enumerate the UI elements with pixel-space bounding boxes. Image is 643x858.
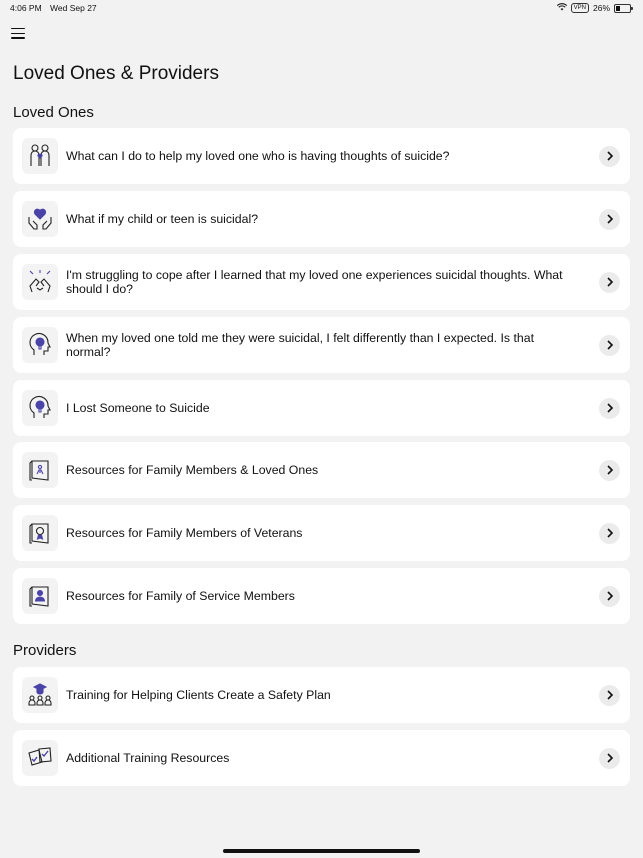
training-group-icon — [22, 677, 58, 713]
list-item[interactable] — [13, 442, 630, 498]
chevron-right-icon[interactable] — [599, 398, 620, 419]
list-item[interactable] — [13, 191, 630, 247]
section-title-loved-ones: Loved Ones — [13, 104, 94, 121]
struggle-hands-icon — [22, 264, 58, 300]
chevron-right-icon[interactable] — [599, 685, 620, 706]
list-item[interactable] — [13, 730, 630, 786]
chevron-right-icon[interactable] — [599, 335, 620, 356]
wifi-icon — [557, 3, 567, 13]
list-item-label: Training for Helping Clients Create a Safety Plan — [66, 687, 331, 702]
hands-heart-icon — [22, 201, 58, 237]
list-item[interactable] — [13, 667, 630, 723]
list-item[interactable] — [13, 380, 630, 436]
chevron-right-icon[interactable] — [599, 272, 620, 293]
list-item-label: Resources for Family Members of Veterans — [66, 525, 303, 540]
list-item[interactable] — [13, 254, 630, 310]
chevron-right-icon[interactable] — [599, 460, 620, 481]
chevron-right-icon[interactable] — [599, 209, 620, 230]
section-title-providers: Providers — [13, 642, 77, 659]
list-item[interactable] — [13, 317, 630, 373]
vpn-badge: VPN — [571, 3, 589, 13]
checklist-cards-icon — [22, 740, 58, 776]
list-item[interactable] — [13, 568, 630, 624]
page-title: Loved Ones & Providers — [13, 63, 219, 84]
veteran-book-icon — [22, 515, 58, 551]
service-book-icon — [22, 578, 58, 614]
chevron-right-icon[interactable] — [599, 523, 620, 544]
status-bar — [0, 0, 643, 16]
family-book-icon — [22, 452, 58, 488]
list-item-label: I Lost Someone to Suicide — [66, 400, 210, 415]
list-item-label: What if my child or teen is suicidal? — [66, 211, 259, 226]
head-lightbulb-icon — [22, 327, 58, 363]
list-item-label: When my loved one told me they were suicidal, I felt differently than I expected. Is that normal? — [66, 330, 534, 359]
list-item[interactable] — [13, 128, 630, 184]
status-time: 4:06 PM — [10, 3, 42, 13]
battery-icon — [614, 4, 631, 13]
list-item-label: Resources for Family of Service Members — [66, 588, 295, 603]
list-item-label: What can I do to help my loved one who is having thoughts of suicide? — [66, 148, 450, 163]
status-date: Wed Sep 27 — [50, 3, 97, 13]
head-lightbulb-icon — [22, 390, 58, 426]
chevron-right-icon[interactable] — [599, 586, 620, 607]
chevron-right-icon[interactable] — [599, 146, 620, 167]
list-item-label: I'm struggling to cope after I learned that my loved one experiences suicidal thoughts. What should I do? — [66, 267, 563, 296]
list-item-label: Additional Training Resources — [66, 750, 230, 765]
menu-icon[interactable] — [11, 28, 25, 39]
list-item[interactable] — [13, 505, 630, 561]
battery-percent: 26% — [592, 3, 610, 13]
home-indicator[interactable] — [223, 849, 420, 853]
list-item-label: Resources for Family Members & Loved Ones — [66, 462, 319, 477]
two-people-heart-icon — [22, 138, 58, 174]
chevron-right-icon[interactable] — [599, 748, 620, 769]
